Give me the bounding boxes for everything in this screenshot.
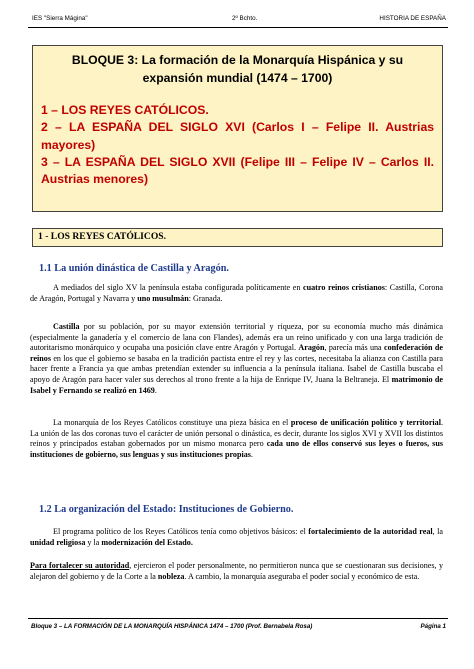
paragraph-2 xyxy=(30,322,443,396)
title-box xyxy=(32,45,443,212)
toc-item-3: 3 – LA ESPAÑA DEL SIGLO XVII (Felipe III – Felipe IV – Carlos II. Austrias menores) xyxy=(41,154,434,187)
text: A mediados del siglo XV la península estaba configurada políticamente en xyxy=(53,283,304,292)
toc-item-2: 2 – LA ESPAÑA DEL SIGLO XVI (Carlos I – Felipe II. Austrias mayores) xyxy=(41,120,434,152)
subsection-heading-1-2: 1.2 La organización del Estado: Instituciones de Gobierno. xyxy=(39,504,294,515)
footer-title: Bloque 3 – LA FORMACIÓN DE LA MONARQUÍA HISPÁNICA 1474 – 1700 (Prof. Bernabela Rosa) xyxy=(31,623,313,630)
paragraph-5 xyxy=(30,561,443,582)
bold-text: modernización del Estado. xyxy=(101,537,193,547)
bold-text: confederación de reinos xyxy=(30,343,443,363)
paragraph-1 xyxy=(30,283,443,304)
header-course: 2º Bchto. xyxy=(232,15,258,22)
subsection-heading-1-1: 1.1 La unión dinástica de Castilla y Aragón. xyxy=(39,263,229,274)
bold-text: cada uno de ellos conservó sus leyes o fueros, sus instituciones de gobierno, sus lenguas y sus instituciones propias xyxy=(30,439,443,459)
underlined-text: Para fortalecer su autoridad xyxy=(30,561,130,570)
document-title: BLOQUE 3: La formación de la Monarquía Hispánica y su expansión mundial (1474 – 1700) xyxy=(71,53,404,85)
text: . La unión de las dos coronas tuvo el carácter de unión personal o dinástica, es decir, durante los siglos XVI y XVII los distintos reinos y principados estaban gobernados por un mismo monarca pero xyxy=(30,418,443,449)
bold-text: fortalecimiento de la autoridad real xyxy=(308,527,433,536)
header-rule xyxy=(28,27,448,28)
paragraph-3 xyxy=(30,418,443,460)
bold-text: cuatro reinos cristianos xyxy=(303,283,385,292)
text: : Castilla, Corona de Aragón, Portugal y Navarra y xyxy=(30,283,444,303)
bold-text: uno musulmán xyxy=(137,293,189,303)
text: en los que el gobierno se basaba en la tradición pactista entre el rey y las cortes, necesitaba la alianza con Castilla para hacer frente a Francia ya que ambas pretendían extender su influencia a la península italiana. Isabel de Castilla buscaba el apoyo de Aragón para hacer valer sus derechos al trono frente a la hija de Enrique IV, Juana la Beltraneja. El xyxy=(30,353,443,384)
page-number: Página 1 xyxy=(420,623,446,630)
text: , la xyxy=(432,527,443,536)
text: . xyxy=(154,385,157,395)
bold-text: unidad religiosa xyxy=(30,537,86,547)
bold-text: Aragón xyxy=(298,343,325,353)
text: , ejercieron el poder personalmente, no permitieron nunca que se cuestionaran sus decisiones, y alejaron del gobierno y de la Corte a la xyxy=(30,561,443,581)
text: La monarquía de los Reyes Católicos constituye una pieza básica en el xyxy=(53,418,291,427)
bold-text: Castilla xyxy=(53,322,80,331)
footer-rule xyxy=(28,618,448,619)
section-heading: 1 - LOS REYES CATÓLICOS. xyxy=(32,228,443,247)
text: : Granada. xyxy=(188,293,223,303)
text: El programa político de los Reyes Católicos tenía como objetivos básicos: el xyxy=(53,527,309,536)
text: por su población, por su mayor extensión territorial y riqueza, por su economía mucho más dinámica (especialmente la ganadería y el comercio de lana con Flandes), además era un reino unificado y con una larga tradición de autoritarismo monárquico y ocupaba una posición clave entre Aragón y Portugal. xyxy=(30,322,443,353)
text: y la xyxy=(85,537,102,547)
text: , parecía más una xyxy=(324,343,384,353)
text: . A cambio, la monarquía aseguraba el poder social y económico de esta. xyxy=(184,571,420,581)
paragraph-4 xyxy=(30,527,443,548)
page-header xyxy=(28,14,448,26)
text: . xyxy=(250,449,253,459)
header-school: IES "Sierra Mágina" xyxy=(32,15,88,22)
toc-item-1: 1 – LOS REYES CATÓLICOS. xyxy=(41,103,209,117)
bold-text: matrimonio de Isabel y Fernando se realizó en 1469 xyxy=(30,374,443,395)
header-subject: HISTORIA DE ESPAÑA xyxy=(379,15,446,22)
bold-text: nobleza xyxy=(157,571,185,581)
bold-text: proceso de unificación político y territorial xyxy=(290,418,441,427)
